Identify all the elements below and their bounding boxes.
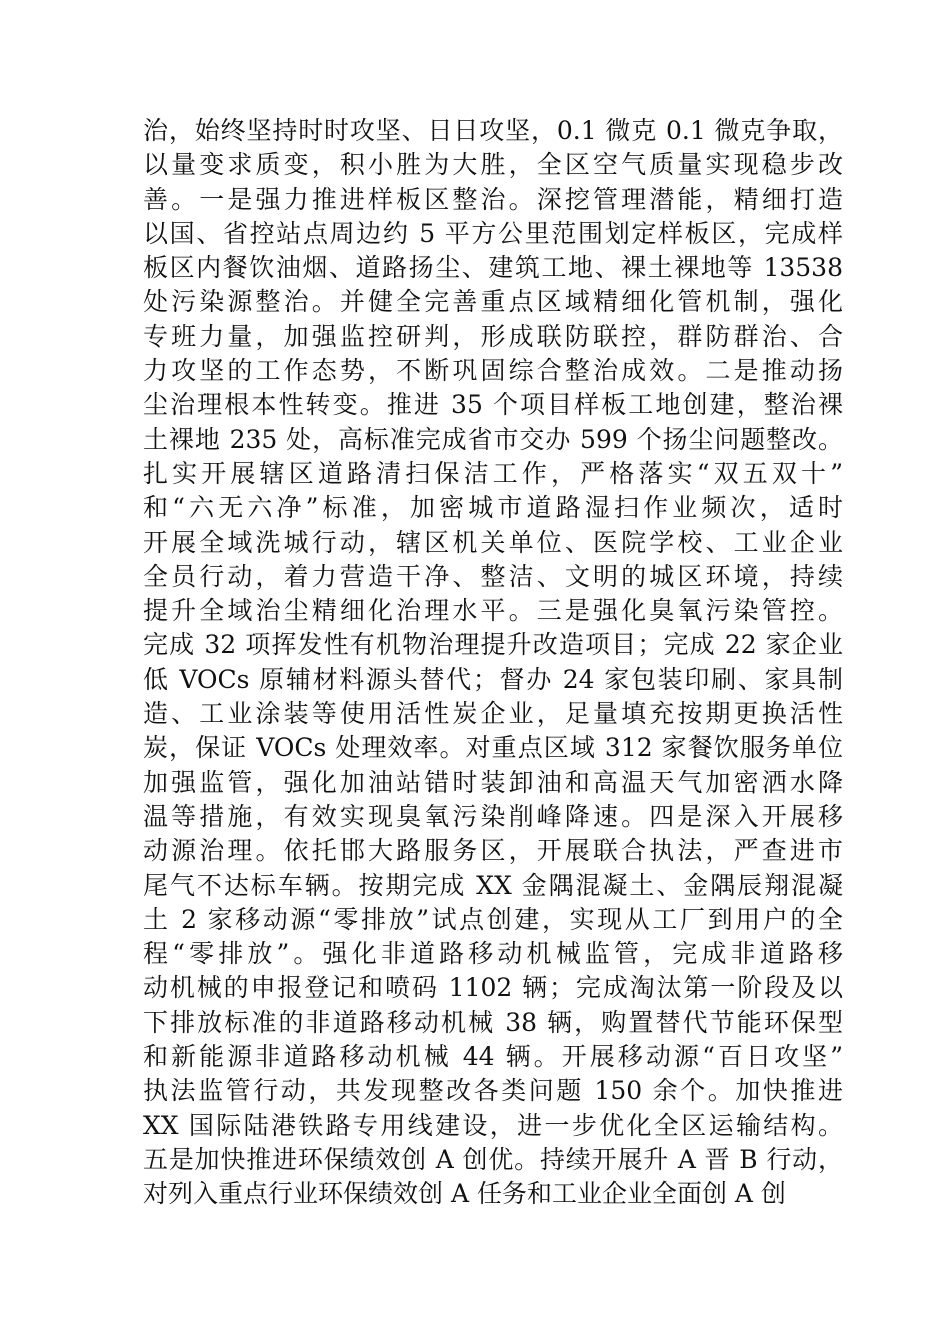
text-line: 以国、省控站点周边约 5 平方公里范围划定样板区，完成样 <box>143 218 843 248</box>
text-line: 对列入重点行业环保绩效创 A 任务和工业企业全面创 A 创 <box>143 1179 786 1209</box>
text-line: 土 2 家移动源“零排放”试点创建，实现从工厂到用户的全 <box>143 904 843 934</box>
text-line: 加强监管，强化加油站错时装卸油和高温天气加密洒水降 <box>143 767 843 797</box>
text-line: 程“零排放”。强化非道路移动机械监管，完成非道路移 <box>143 939 843 969</box>
text-line: 完成 32 项挥发性有机物治理提升改造项目；完成 22 家企业 <box>143 630 843 660</box>
text-line: 炭，保证 VOCs 处理效率。对重点区域 312 家餐饮服务单位 <box>143 733 843 763</box>
text-line: 和“六无六净”标准，加密城市道路湿扫作业频次，适时 <box>143 493 843 523</box>
text-line: 五是加快推进环保绩效创 A 创优。持续开展升 A 晋 B 行动， <box>143 1144 843 1174</box>
text-line: 土裸地 235 处，高标准完成省市交办 599 个扬尘问题整改。 <box>143 424 843 454</box>
text-line: 执法监管行动，共发现整改各类问题 150 余个。加快推进 <box>143 1076 843 1106</box>
text-line: 全员行动，着力营造干净、整洁、文明的城区环境，持续 <box>143 561 843 591</box>
text-line: 专班力量，加强监控研判，形成联防联控，群防群治、合 <box>143 321 843 351</box>
text-line: 治，始终坚持时时攻坚、日日攻坚，0.1 微克 0.1 微克争取， <box>143 116 843 145</box>
text-line: 开展全域洗城行动，辖区机关单位、医院学校、工业企业 <box>143 527 843 557</box>
text-line: 力攻坚的工作态势，不断巩固综合整治成效。二是推动扬 <box>143 356 843 386</box>
text-line: 尾气不达标车辆。按期完成 XX 金隅混凝土、金隅辰翔混凝 <box>143 870 843 900</box>
body-text <box>143 114 843 1212</box>
text-line: 低 VOCs 原辅材料源头替代；督办 24 家包装印刷、家具制 <box>143 664 843 694</box>
text-line: 下排放标准的非道路移动机械 38 辆，购置替代节能环保型 <box>143 1007 843 1037</box>
text-line: 善。一是强力推进样板区整治。深挖管理潜能，精细打造 <box>143 184 843 214</box>
text-line: 处污染源整治。并健全完善重点区域精细化管机制，强化 <box>143 287 843 317</box>
text-line: 温等措施，有效实现臭氧污染削峰降速。四是深入开展移 <box>143 801 843 831</box>
text-line: 板区内餐饮油烟、道路扬尘、建筑工地、裸土裸地等 13538 <box>143 253 843 283</box>
text-line: 造、工业涂装等使用活性炭企业，足量填充按期更换活性 <box>143 699 843 729</box>
text-line: 以量变求质变，积小胜为大胜，全区空气质量实现稳步改 <box>143 150 843 180</box>
text-line: 动源治理。依托邯大路服务区，开展联合执法，严查进市 <box>143 836 843 866</box>
text-line: XX 国际陆港铁路专用线建设，进一步优化全区运输结构。 <box>143 1110 843 1140</box>
text-line: 扎实开展辖区道路清扫保洁工作，严格落实“双五双十” <box>143 458 843 488</box>
text-line: 动机械的申报登记和喷码 1102 辆；完成淘汰第一阶段及以 <box>143 973 843 1003</box>
text-line: 尘治理根本性转变。推进 35 个项目样板工地创建，整治裸 <box>143 390 843 420</box>
text-line: 和新能源非道路移动机械 44 辆。开展移动源“百日攻坚” <box>143 1042 843 1072</box>
text-line: 提升全域治尘精细化治理水平。三是强化臭氧污染管控。 <box>143 596 843 626</box>
